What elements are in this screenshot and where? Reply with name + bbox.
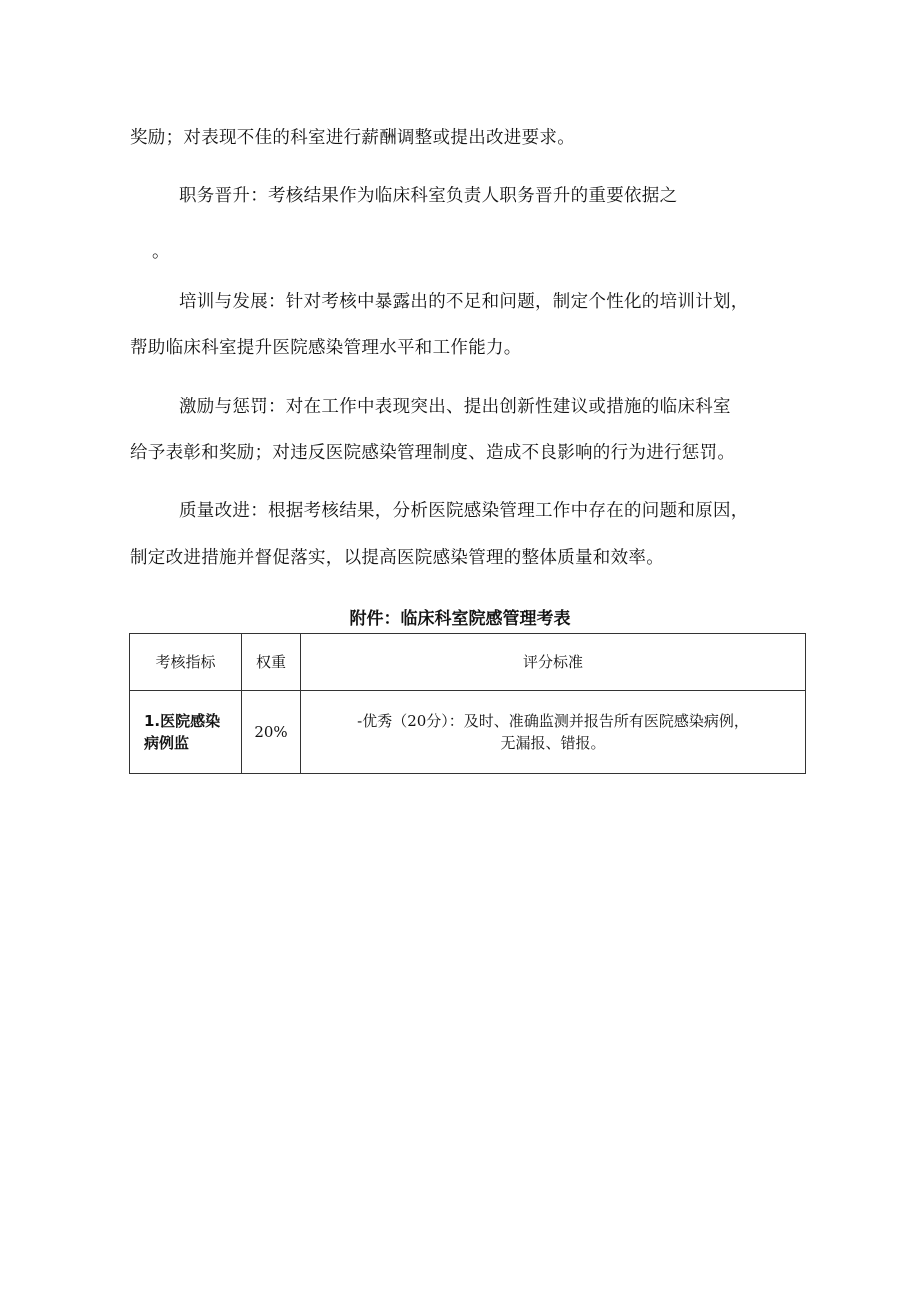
header-criteria: 评分标准 [301,634,806,691]
paragraph-line: 职务晋升：考核结果作为临床科室负责人职务晋升的重要依据之 [179,186,678,206]
paragraph-line: 。 [152,242,170,262]
paragraph-line: 激励与惩罚：对在工作中表现突出、提出创新性建议或措施的临床科室 [179,397,731,417]
table-header-row [130,634,806,691]
cell-index [130,691,242,774]
index-line: 1.医院感染 [144,712,221,730]
assessment-table [129,633,806,774]
index-line: 病例监 [144,734,190,752]
table-row [130,691,806,774]
header-index: 考核指标 [130,634,242,691]
criteria-line: -优秀（20分）：及时、准确监测并报告所有医院感染病例， [357,712,749,730]
paragraph-line: 制定改进措施并督促落实，以提高医院感染管理的整体质量和效率。 [130,548,664,568]
criteria-line: 无漏报、错报。 [500,734,606,752]
paragraph-line: 帮助临床科室提升医院感染管理水平和工作能力。 [130,338,522,358]
paragraph-line: 培训与发展：针对考核中暴露出的不足和问题，制定个性化的培训计划， [179,292,749,312]
paragraph-line: 给予表彰和奖励；对违反医院感染管理制度、造成不良影响的行为进行惩罚。 [130,443,736,463]
paragraph-line: 奖励；对表现不佳的科室进行薪酬调整或提出改进要求。 [130,128,575,148]
paragraph-line: 质量改进：根据考核结果，分析医院感染管理工作中存在的问题和原因， [179,501,749,521]
header-weight: 权重 [242,634,301,691]
cell-weight: 20% [242,691,301,774]
cell-criteria [301,691,806,774]
appendix-title: 附件：临床科室院感管理考表 [349,609,571,629]
